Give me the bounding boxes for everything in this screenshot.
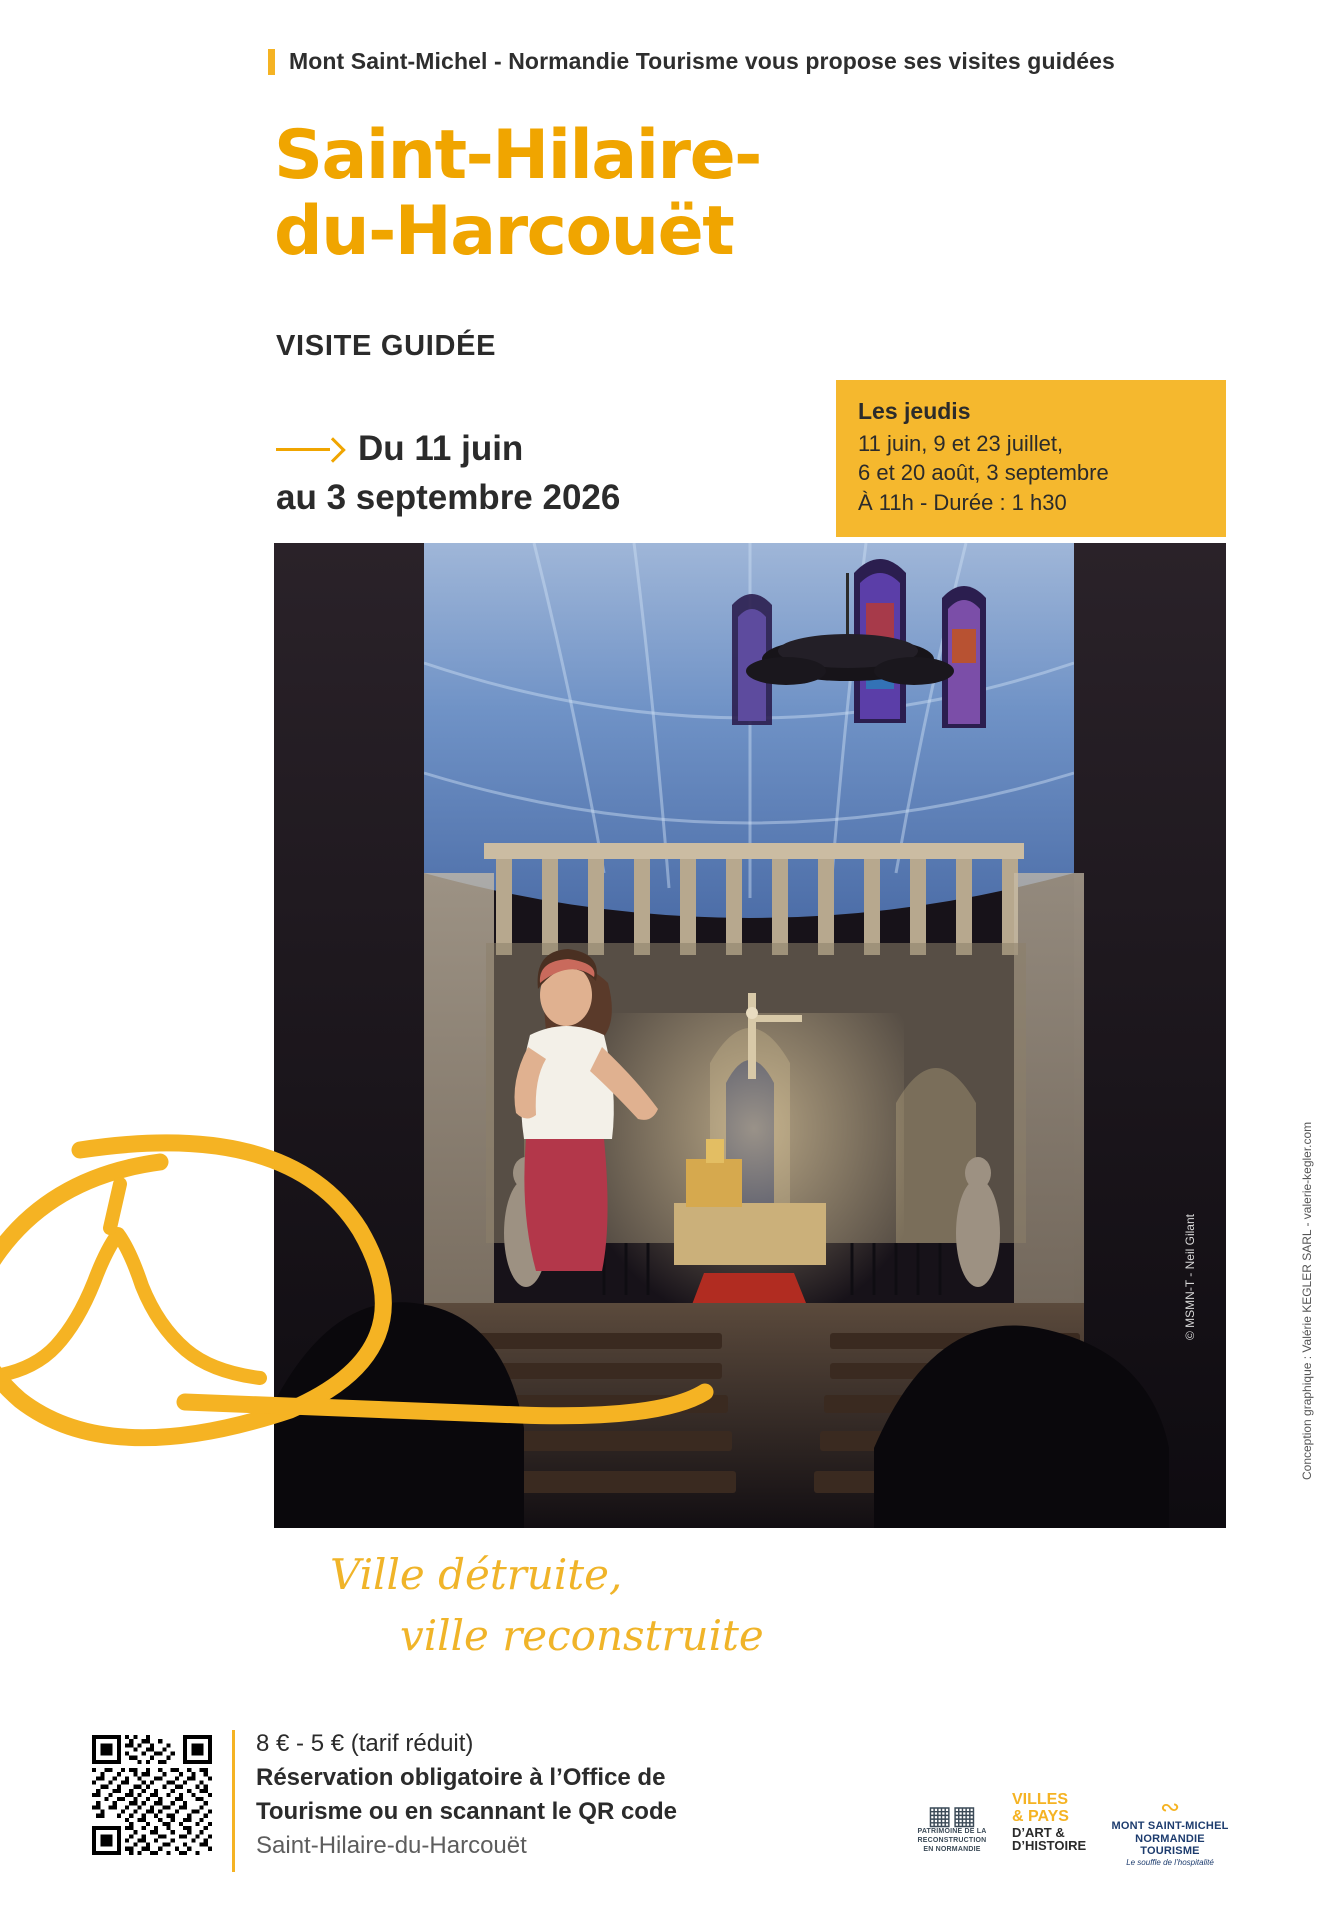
photo-credit-inner: © MSMN-T - Neil Gilant bbox=[1183, 1214, 1197, 1340]
title-line-1: Saint-Hilaire- bbox=[274, 116, 761, 195]
page-subtitle: VISITE GUIDÉE bbox=[276, 330, 497, 362]
schedule-line-3: À 11h - Durée : 1 h30 bbox=[858, 489, 1067, 515]
logo-villes-pays-art-histoire bbox=[1012, 1792, 1094, 1853]
photo-credit-designer: Conception graphique : Valérie KEGLER SARL - valerie-kegler.com bbox=[1300, 1121, 1314, 1480]
title-line-2: du-Harcouët bbox=[274, 192, 734, 272]
church-interior-photo bbox=[274, 543, 1226, 1528]
logo-recon-line-3: EN NORMANDIE bbox=[923, 1845, 981, 1853]
booking-line-1: Réservation obligatoire à l’Office de bbox=[256, 1764, 666, 1792]
schedule-title: Les jeudis bbox=[858, 398, 971, 424]
logo-vpah-line-2: & PAYS bbox=[1012, 1807, 1069, 1825]
logo-patrimoine-reconstruction bbox=[900, 1802, 1004, 1854]
schedule-box bbox=[836, 380, 1226, 537]
dates-block bbox=[276, 425, 796, 522]
kicker-text: Mont Saint-Michel - Normandie Tourisme vous propose ses visites guidées bbox=[289, 48, 1115, 74]
header-kicker bbox=[268, 48, 1115, 75]
dates-line-1: Du 11 juin bbox=[358, 429, 524, 468]
schedule-line-2: 6 et 20 août, 3 septembre bbox=[858, 460, 1109, 486]
arrow-right-icon bbox=[276, 438, 342, 460]
logo-msmn-line-3: Le souffle de l’hospitalité bbox=[1126, 1857, 1214, 1867]
logo-msmn-line-2: NORMANDIE TOURISME bbox=[1135, 1832, 1205, 1858]
qr-code[interactable] bbox=[92, 1735, 212, 1855]
swirl-mark-icon: ∾ bbox=[1159, 1794, 1181, 1821]
tagline bbox=[330, 1545, 970, 1667]
building-icon: ▦▦ bbox=[927, 1800, 977, 1830]
dates-line-2: au 3 septembre 2026 bbox=[276, 478, 621, 518]
schedule-line-1: 11 juin, 9 et 23 juillet, bbox=[858, 431, 1064, 456]
logo-mont-saint-michel-normandie-tourisme bbox=[1106, 1796, 1234, 1867]
logo-vpah-line-3: D’ART & bbox=[1012, 1824, 1065, 1840]
booking-line-2: Tourisme ou en scannant le QR code bbox=[256, 1798, 677, 1826]
partner-logos bbox=[900, 1790, 1230, 1890]
logo-recon-line-2: RECONSTRUCTION bbox=[917, 1836, 987, 1844]
logo-recon-line-1: PATRIMOINE DE LA bbox=[917, 1828, 987, 1835]
logo-msmn-line-1: MONT SAINT-MICHEL bbox=[1111, 1820, 1229, 1832]
footer-place: Saint-Hilaire-du-Harcouët bbox=[256, 1832, 527, 1860]
footer-divider bbox=[232, 1730, 235, 1872]
logo-vpah-line-1: VILLES bbox=[1012, 1791, 1069, 1808]
price-text: 8 € - 5 € (tarif réduit) bbox=[256, 1730, 474, 1757]
footer-info bbox=[256, 1727, 876, 1863]
tagline-line-1: Ville détruite, bbox=[330, 1550, 623, 1599]
page-title bbox=[274, 118, 974, 270]
logo-vpah-line-4: D’HISTOIRE bbox=[1012, 1838, 1087, 1854]
accent-bar-icon bbox=[268, 49, 275, 75]
tagline-line-2: ville reconstruite bbox=[400, 1610, 764, 1660]
